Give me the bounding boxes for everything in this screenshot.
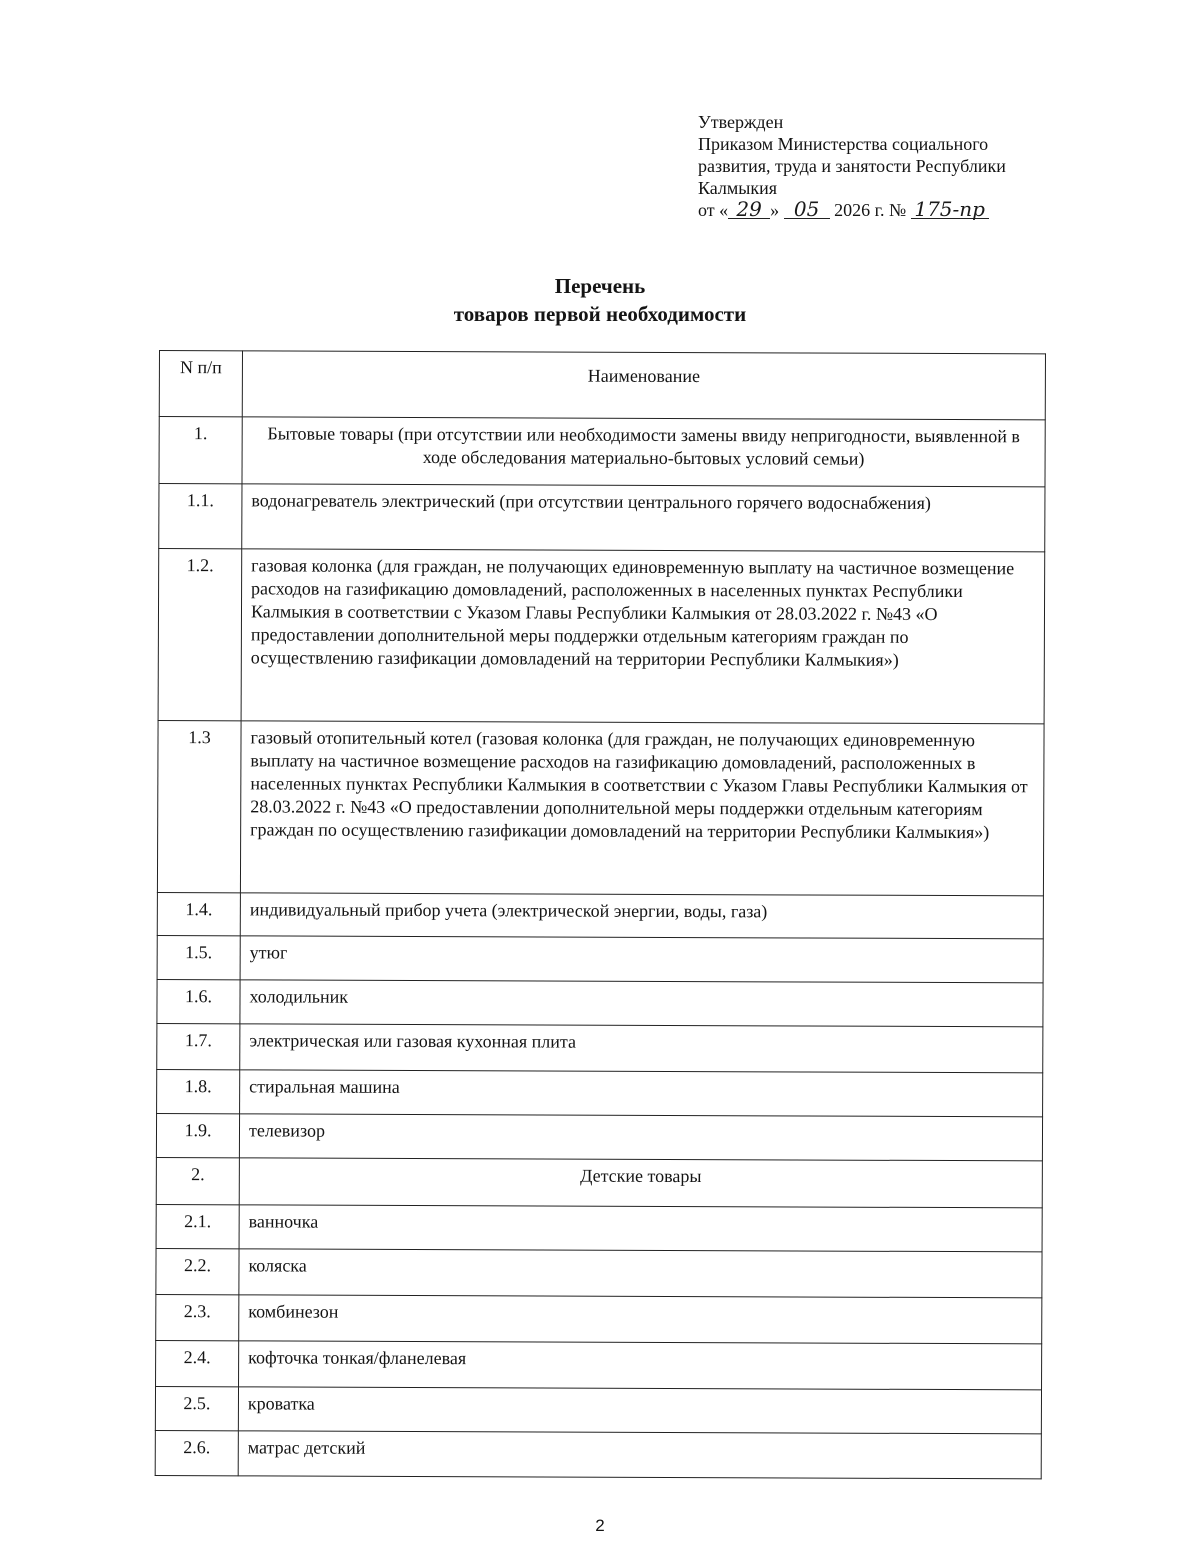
table-row [155, 1386, 1041, 1433]
row-name: индивидуальный прибор учета (электрической энергии, воды, газа) [240, 893, 1043, 939]
title-line: Перечень [554, 274, 646, 298]
row-number: 1.6. [157, 979, 240, 1023]
table-row [156, 1157, 1042, 1207]
table-row [157, 892, 1043, 938]
row-name: электрическая или газовая кухонная плита [240, 1024, 1043, 1073]
table-row [156, 1113, 1042, 1160]
row-number: 2.2. [156, 1248, 239, 1294]
row-name: матрас детский [238, 1431, 1041, 1479]
row-number: 1.7. [157, 1023, 240, 1069]
row-number: 2.4. [156, 1340, 239, 1386]
table-row [156, 1204, 1042, 1251]
table-header-row [159, 351, 1045, 420]
table-row [156, 1294, 1042, 1343]
goods-table [155, 350, 1046, 1479]
row-name: Бытовые товары (при отсутствии или необходимости замены ввиду непригодности, выявленной в ходе обследования материально-бытовых условий семьи) [242, 417, 1045, 487]
table-row [157, 1069, 1043, 1116]
row-number: 2.5. [155, 1386, 238, 1430]
row-name: кроватка [238, 1387, 1041, 1434]
date-prefix: от « [698, 200, 729, 220]
row-number: 1.4. [157, 892, 240, 935]
document-title [0, 272, 1200, 328]
row-number: 1.2. [158, 549, 242, 721]
row-number: 2.6. [155, 1430, 238, 1475]
handwritten-order-number: 175-пр [911, 200, 989, 219]
table-row [157, 979, 1043, 1026]
row-name: газовый отопительный котел (газовая колонка (для граждан, не получающих единовременную выплату на частичное возмещение расходов на газификацию домовладений, расположенных в населенных пунктах Республики Калмыкия в соответствии с Указом Главы Республики Калмыкия от 28.03.2022 г. №43 «О предоставлении дополнительной меры поддержки отдельным категориям граждан по осуществлению газификации домовладений на территории Республики Калмыкия») [240, 721, 1044, 896]
row-name: кофточка тонкая/фланелевая [239, 1341, 1042, 1390]
table-row [155, 1430, 1041, 1478]
quote-close: » [770, 200, 780, 220]
table-row [159, 484, 1045, 552]
table-row [156, 1340, 1042, 1389]
table-body [155, 351, 1045, 1479]
approval-line: развития, труда и занятости Республики [698, 156, 1006, 176]
row-name: Детские товары [239, 1158, 1042, 1208]
row-name: холодильник [240, 980, 1043, 1027]
table-row [159, 417, 1045, 487]
approval-block [698, 111, 1058, 221]
row-name: ванночка [239, 1205, 1042, 1252]
approval-line: Калмыкия [698, 178, 778, 198]
row-number: 1.3 [157, 720, 241, 892]
row-number: 1. [159, 417, 242, 484]
row-name: телевизор [239, 1114, 1042, 1161]
row-number: 2. [156, 1157, 239, 1204]
header-name: Наименование [242, 351, 1045, 420]
row-name: стиральная машина [240, 1070, 1043, 1117]
row-name: утюг [240, 936, 1043, 983]
approval-line: Утвержден [698, 112, 784, 132]
approval-line: Приказом Министерства социального [698, 134, 989, 154]
row-number: 2.1. [156, 1204, 239, 1248]
table-row [158, 549, 1045, 724]
row-number: 1.9. [156, 1113, 239, 1157]
title-line: товаров первой необходимости [453, 302, 747, 326]
row-number: 1.8. [157, 1069, 240, 1113]
year-text: 2026 г. № [834, 200, 907, 220]
row-name: газовая колонка (для граждан, не получающих единовременную выплату на частичное возмещение расходов на газификацию домовладений, расположенных в населенных пунктах Республики Калмыкия в соответствии с Указом Главы Республики Калмыкия от 28.03.2022 г. №43 «О предоставлении дополнительной меры поддержки отдельным категориям граждан по осуществлению газификации домовладений на территории Республики Калмыкия») [241, 549, 1045, 724]
table-row [156, 1248, 1042, 1297]
handwritten-month: 05 [784, 200, 830, 219]
row-name: коляска [239, 1249, 1042, 1298]
row-number: 1.1. [159, 484, 242, 549]
table-row [157, 720, 1044, 895]
header-number: N п/п [159, 351, 242, 417]
row-number: 1.5. [157, 935, 240, 979]
table-row [157, 935, 1043, 982]
row-name: водонагреватель электрический (при отсутствии центрального горячего водоснабжения) [242, 484, 1045, 552]
row-name: комбинезон [239, 1295, 1042, 1344]
handwritten-day: 29 [728, 200, 770, 219]
approval-date-line [698, 199, 1058, 221]
page-number: 2 [595, 1516, 605, 1535]
row-number: 2.3. [156, 1294, 239, 1340]
table-row [157, 1023, 1043, 1072]
